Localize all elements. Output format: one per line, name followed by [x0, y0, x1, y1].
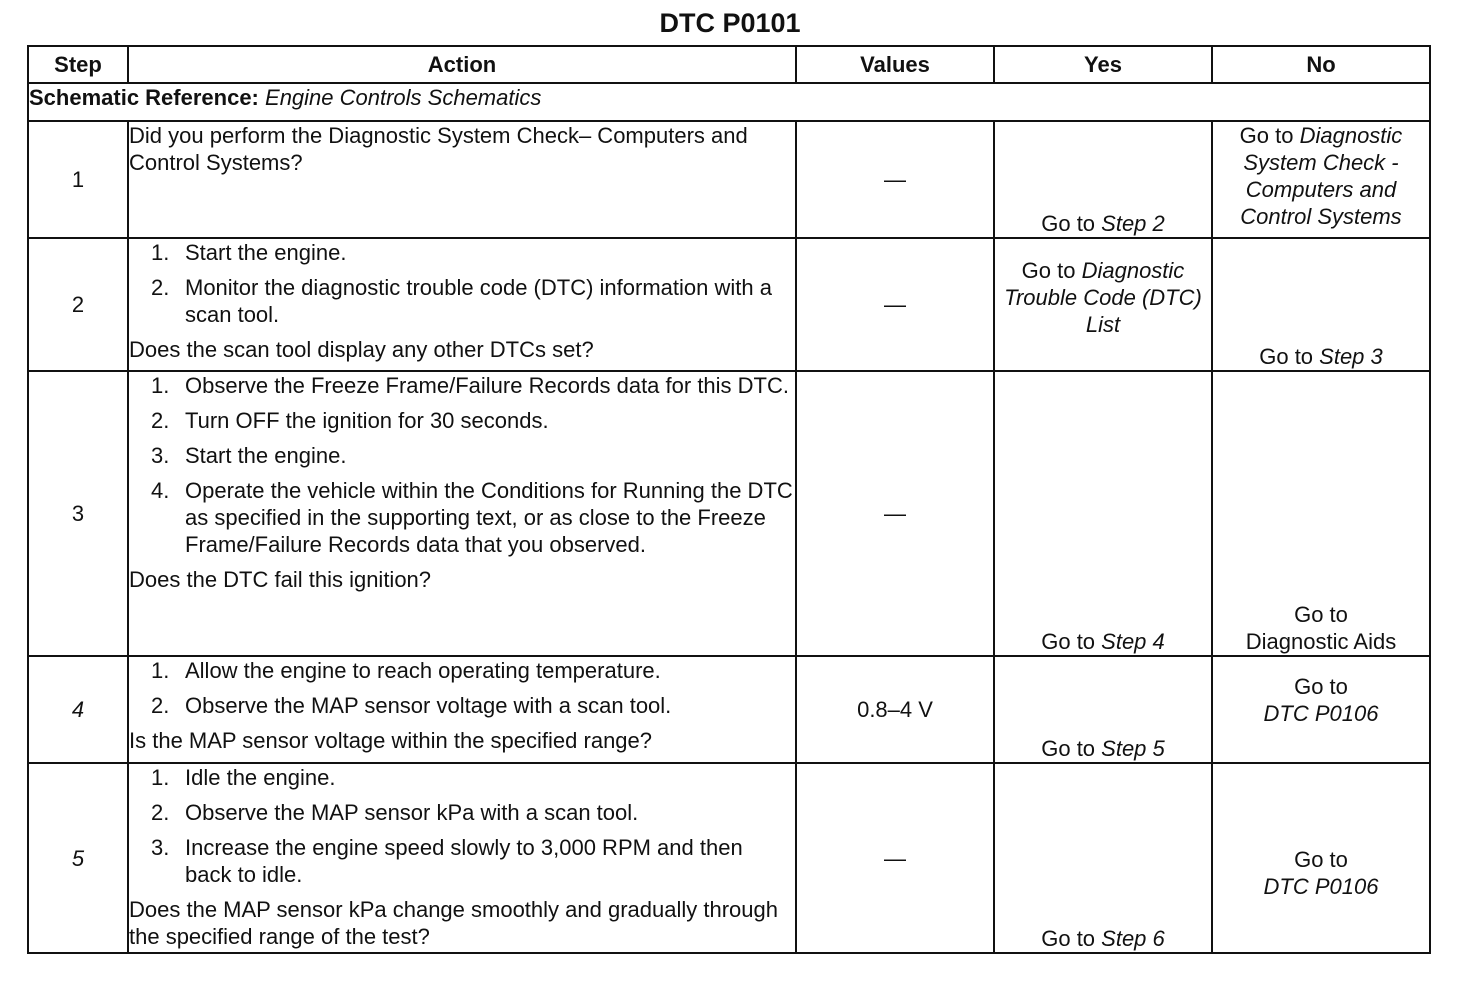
- table-row: [28, 238, 1430, 371]
- step-number: 4: [28, 656, 128, 763]
- action-step: 1. Allow the engine to reach operating temperature.: [151, 658, 661, 683]
- yes-cell: [994, 238, 1212, 371]
- schematic-reference-label: Schematic Reference:: [29, 85, 259, 110]
- values-cell: —: [796, 371, 994, 656]
- table-row: [28, 763, 1430, 953]
- no-link[interactable]: Diagnostic System Check - Computers and Control Systems: [1240, 123, 1403, 229]
- values-cell: —: [796, 238, 994, 371]
- yes-cell: [994, 763, 1212, 953]
- action-step: 1. Idle the engine.: [151, 765, 336, 790]
- no-link[interactable]: Step 3: [1319, 344, 1383, 369]
- yes-prefix: Go to: [1041, 211, 1102, 236]
- no-prefix: Go to: [1294, 674, 1348, 699]
- yes-link[interactable]: Step 4: [1101, 629, 1165, 654]
- header-row: [28, 46, 1430, 83]
- action-cell: [128, 371, 796, 656]
- no-prefix: Go to: [1259, 344, 1320, 369]
- action-step: 1. Start the engine.: [151, 240, 347, 265]
- no-cell: [1212, 238, 1430, 371]
- action-step: 3. Start the engine.: [151, 443, 347, 468]
- table-row: [28, 371, 1430, 656]
- yes-link[interactable]: Step 2: [1101, 211, 1165, 236]
- yes-cell: [994, 656, 1212, 763]
- action-step: 2. Observe the MAP sensor kPa with a scan tool.: [151, 800, 639, 825]
- action-cell: [128, 763, 796, 953]
- action-step: 4. Operate the vehicle within the Conditions for Running the DTC as specified in the supporting text, or as close to the Freeze Frame/Failure Records data that you observed.: [151, 478, 793, 557]
- yes-prefix: Go to: [1041, 736, 1102, 761]
- action-question: Does the scan tool display any other DTCs set?: [129, 337, 594, 362]
- schematic-reference: [28, 83, 1430, 121]
- action-question: Is the MAP sensor voltage within the specified range?: [129, 728, 653, 753]
- no-link[interactable]: DTC P0106: [1263, 701, 1379, 726]
- yes-link[interactable]: Step 6: [1101, 926, 1165, 951]
- yes-link[interactable]: Step 5: [1101, 736, 1165, 761]
- values-cell: —: [796, 763, 994, 953]
- action-step: 1. Observe the Freeze Frame/Failure Records data for this DTC.: [151, 373, 789, 398]
- no-link[interactable]: Go to Diagnostic Aids: [1245, 602, 1397, 654]
- action-step: 2. Monitor the diagnostic trouble code (DTC) information with a scan tool.: [151, 275, 772, 327]
- yes-prefix: Go to: [1041, 926, 1102, 951]
- diagnostic-table: [27, 45, 1431, 954]
- action-question: Did you perform the Diagnostic System Check– Computers and Control Systems?: [129, 123, 748, 175]
- action-steps: [129, 239, 795, 328]
- no-prefix: Go to: [1294, 847, 1348, 872]
- no-cell: [1212, 656, 1430, 763]
- no-cell: [1212, 763, 1430, 953]
- values-cell: —: [796, 121, 994, 238]
- action-cell: [128, 121, 796, 238]
- header-no: No: [1212, 46, 1430, 83]
- action-cell: [128, 238, 796, 371]
- action-steps: [129, 657, 795, 719]
- no-link[interactable]: DTC P0106: [1263, 874, 1379, 899]
- table-row: [28, 656, 1430, 763]
- action-cell: [128, 656, 796, 763]
- schematic-reference-row: [28, 83, 1430, 121]
- header-values: Values: [796, 46, 994, 83]
- no-prefix: Go to: [1239, 123, 1300, 148]
- action-step: 3. Increase the engine speed slowly to 3,000 RPM and then back to idle.: [151, 835, 743, 887]
- yes-cell: [994, 121, 1212, 238]
- step-number: 1: [28, 121, 128, 238]
- step-number: 5: [28, 763, 128, 953]
- schematic-reference-link[interactable]: Engine Controls Schematics: [265, 85, 542, 110]
- table-row: [28, 121, 1430, 238]
- yes-cell: [994, 371, 1212, 656]
- values-cell: 0.8–4 V: [796, 656, 994, 763]
- action-steps: [129, 372, 795, 558]
- step-number: 3: [28, 371, 128, 656]
- action-steps: [129, 764, 795, 888]
- action-question: Does the MAP sensor kPa change smoothly and gradually through the specified range of the test?: [129, 897, 778, 949]
- yes-prefix: Go to: [1021, 258, 1082, 283]
- step-number: 2: [28, 238, 128, 371]
- page-title: DTC P0101: [659, 8, 801, 38]
- no-cell: [1212, 371, 1430, 656]
- header-yes: Yes: [994, 46, 1212, 83]
- header-step: Step: [28, 46, 128, 83]
- action-question: Does the DTC fail this ignition?: [129, 567, 432, 592]
- yes-link[interactable]: Diagnostic Trouble Code (DTC) List: [1004, 258, 1202, 337]
- header-action: Action: [128, 46, 796, 83]
- yes-prefix: Go to: [1041, 629, 1102, 654]
- no-cell: [1212, 121, 1430, 238]
- action-step: 2. Observe the MAP sensor voltage with a scan tool.: [151, 693, 672, 718]
- action-step: 2. Turn OFF the ignition for 30 seconds.: [151, 408, 549, 433]
